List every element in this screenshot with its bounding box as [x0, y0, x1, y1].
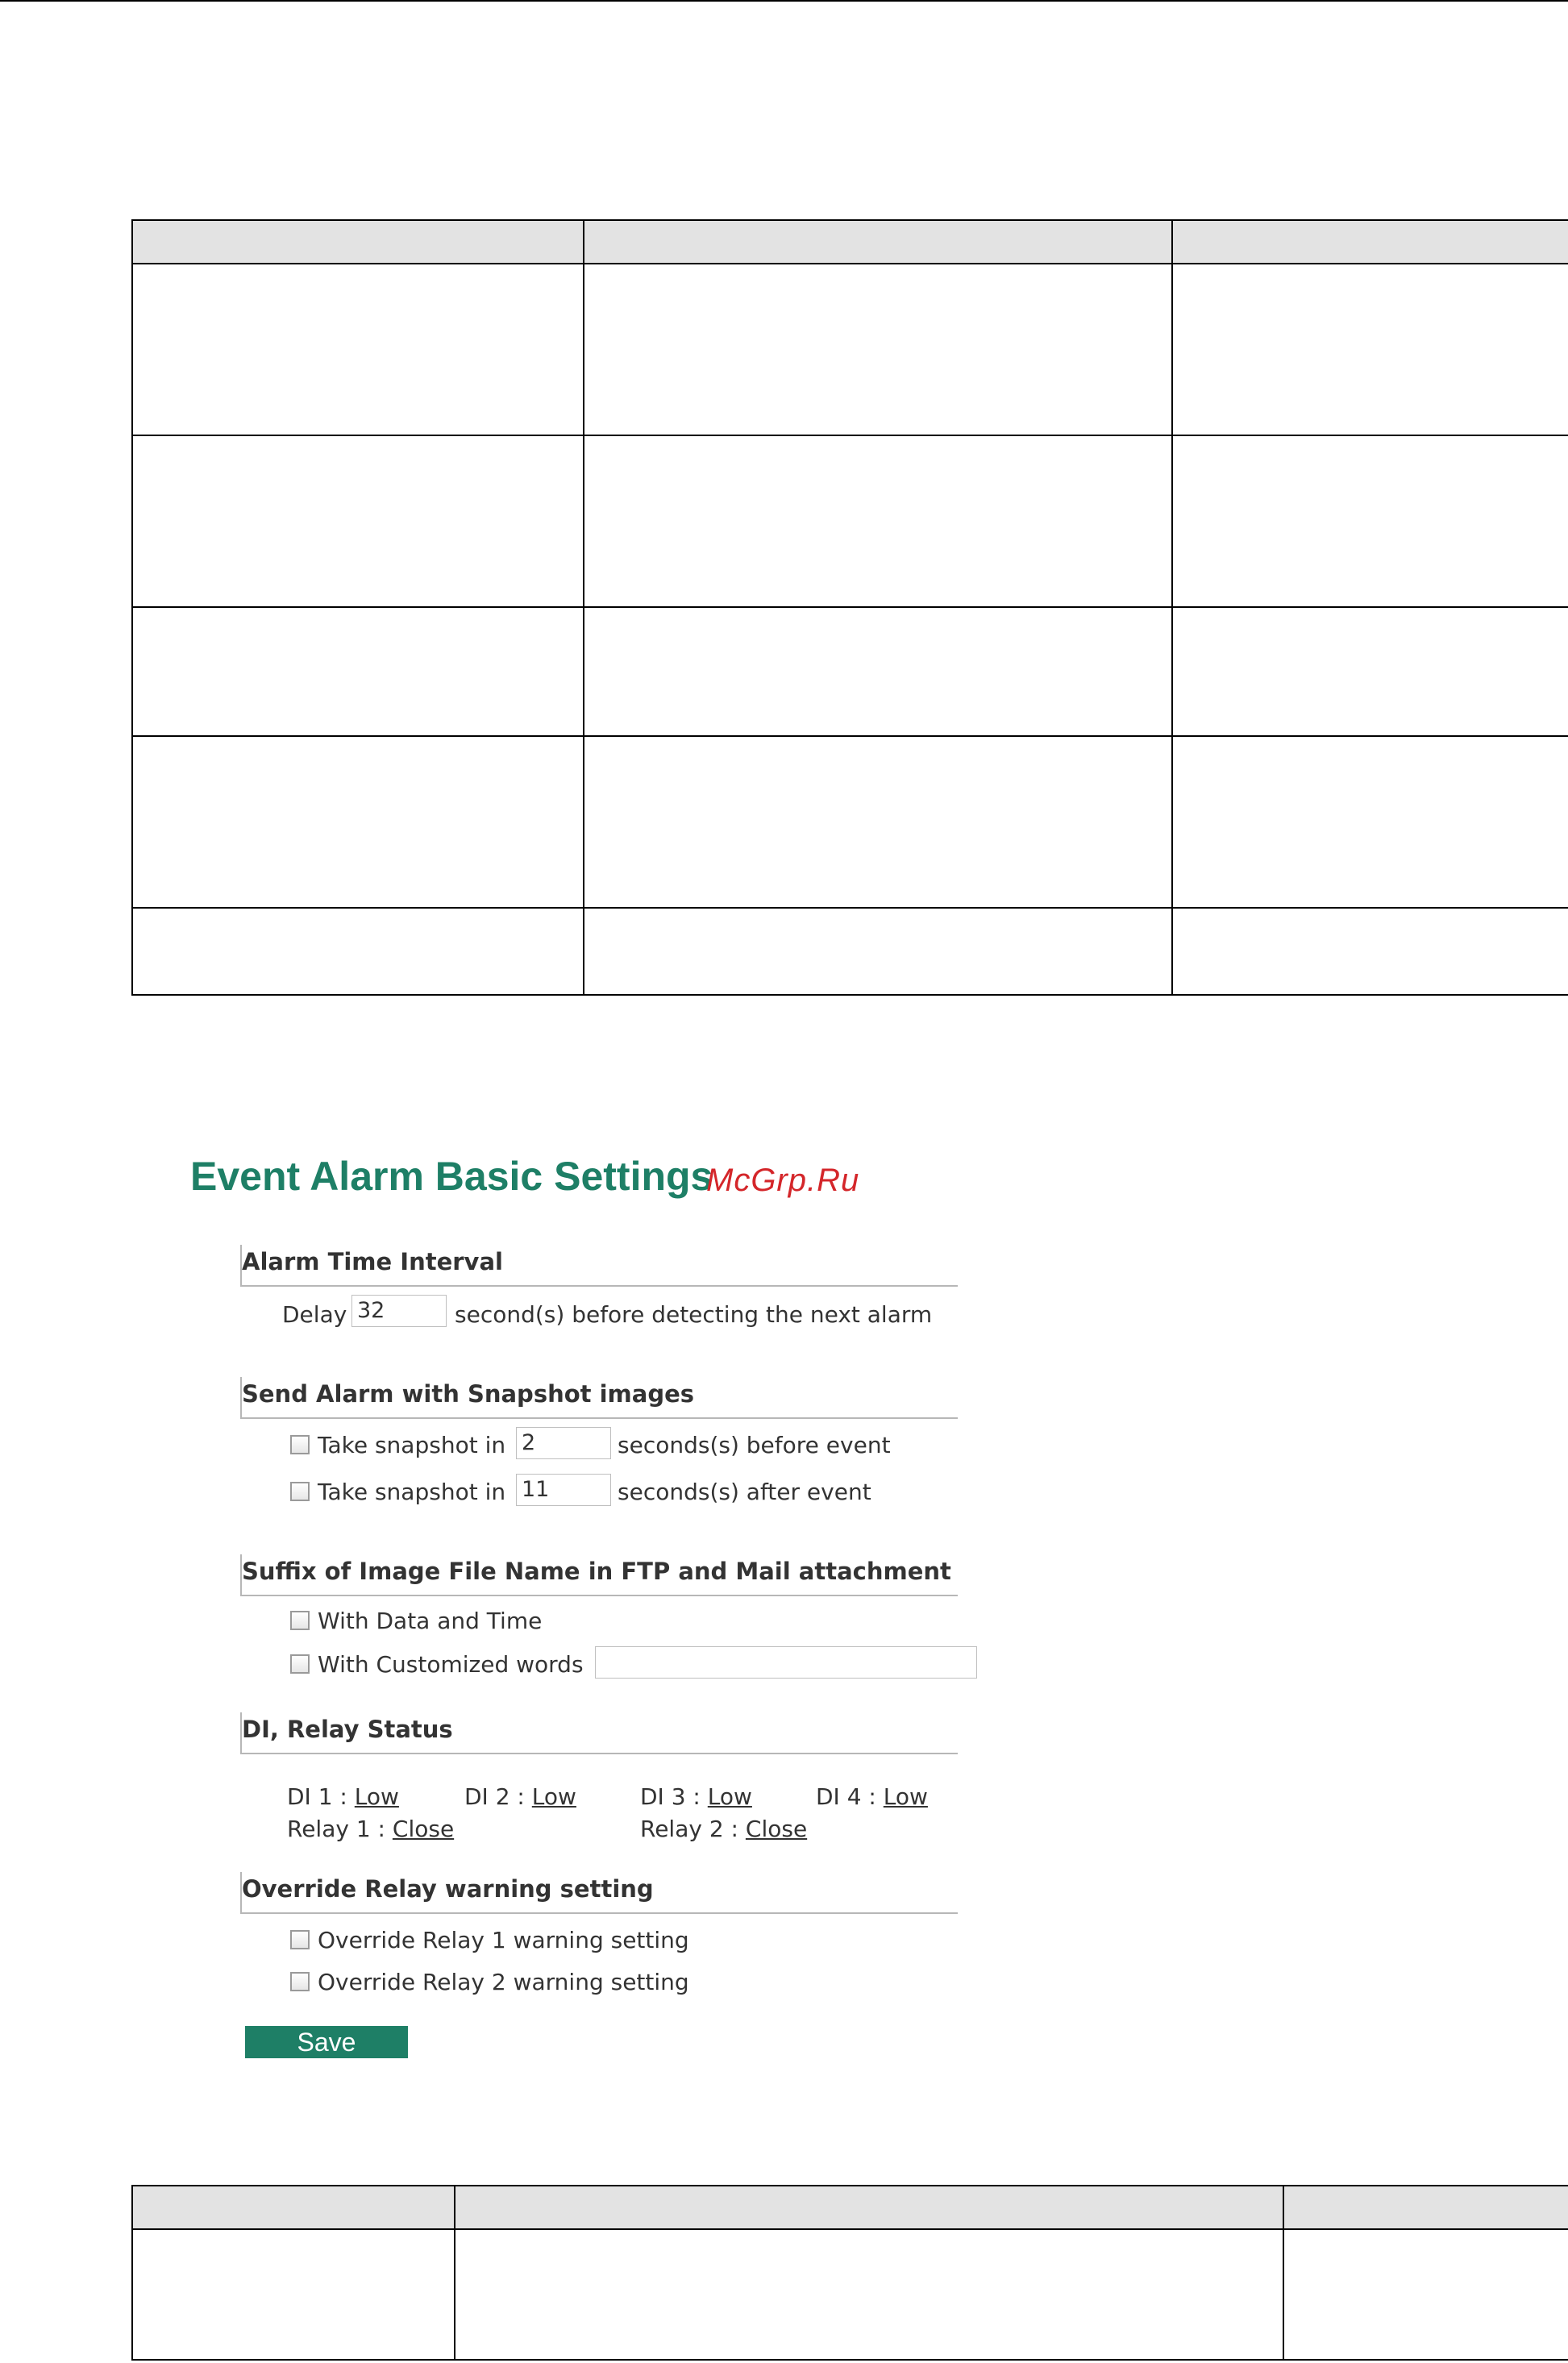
relay-1-value-link[interactable]: Close [392, 1816, 455, 1842]
table-cell [132, 908, 584, 995]
section-title-di-relay: DI, Relay Status [242, 1716, 453, 1743]
lower-table [131, 2185, 1568, 2361]
table-cell [1172, 736, 1568, 908]
table-cell [132, 736, 584, 908]
table-header-cell [584, 220, 1172, 264]
table-cell [1172, 435, 1568, 607]
table-header-cell [455, 2186, 1283, 2229]
date-time-label: With Data and Time [318, 1608, 543, 1634]
di-3-label: DI 3 : [640, 1783, 701, 1810]
custom-words-label: With Customized words [318, 1651, 584, 1678]
table-header-row [132, 220, 1568, 264]
table-cell [584, 435, 1172, 607]
snapshot-before-label: Take snapshot in [318, 1432, 506, 1458]
table-cell [132, 2229, 455, 2360]
custom-words-input[interactable] [595, 1646, 977, 1679]
di-4-status [816, 1783, 928, 1810]
table-header-cell [132, 2186, 455, 2229]
relay-2-label: Relay 2 : [640, 1816, 738, 1842]
table-cell [584, 607, 1172, 736]
table-cell [1172, 607, 1568, 736]
table-cell [584, 736, 1172, 908]
page-top-rule [0, 0, 1568, 2]
custom-words-checkbox[interactable] [290, 1654, 310, 1674]
table-row [132, 908, 1568, 995]
table-row [132, 2229, 1568, 2360]
di-3-value-link[interactable]: Low [707, 1783, 752, 1810]
date-time-checkbox[interactable] [290, 1611, 310, 1630]
table-cell [1172, 264, 1568, 435]
snapshot-after-checkbox[interactable] [290, 1482, 310, 1501]
table-header-cell [1172, 220, 1568, 264]
section-divider [240, 1595, 958, 1596]
snapshot-before-suffix: seconds(s) before event [618, 1432, 891, 1458]
event-alarm-settings-panel [190, 1135, 988, 2070]
relay-1-label: Relay 1 : [287, 1816, 385, 1842]
delay-input[interactable]: 32 [351, 1295, 447, 1327]
di-1-status [287, 1783, 399, 1810]
upper-table [131, 219, 1568, 996]
section-title-override-relay: Override Relay warning setting [242, 1875, 654, 1903]
override-relay-1-label: Override Relay 1 warning setting [318, 1927, 689, 1953]
table-cell [132, 607, 584, 736]
table-cell [1283, 2229, 1568, 2360]
table-header-row [132, 2186, 1568, 2229]
page-title: Event Alarm Basic Settings [190, 1154, 713, 1199]
relay-1-status [287, 1816, 454, 1842]
watermark: McGrp.Ru [706, 1163, 860, 1198]
table-cell [584, 264, 1172, 435]
table-header-cell [132, 220, 584, 264]
override-relay-2-checkbox[interactable] [290, 1972, 310, 1991]
snapshot-before-input[interactable]: 2 [516, 1427, 611, 1459]
table-row [132, 264, 1568, 435]
relay-2-value-link[interactable]: Close [745, 1816, 808, 1842]
delay-suffix-text: second(s) before detecting the next alarm [455, 1301, 933, 1328]
di-1-value-link[interactable]: Low [354, 1783, 399, 1810]
table-row [132, 607, 1568, 736]
table-row [132, 736, 1568, 908]
table-cell [1172, 908, 1568, 995]
override-relay-1-checkbox[interactable] [290, 1930, 310, 1949]
di-2-value-link[interactable]: Low [531, 1783, 576, 1810]
di-1-label: DI 1 : [287, 1783, 347, 1810]
table-cell [455, 2229, 1283, 2360]
di-3-status [640, 1783, 752, 1810]
snapshot-after-label: Take snapshot in [318, 1479, 506, 1505]
di-2-label: DI 2 : [464, 1783, 525, 1810]
table-cell [584, 908, 1172, 995]
section-title-alarm-time-interval: Alarm Time Interval [242, 1248, 503, 1275]
save-button[interactable]: Save [245, 2026, 408, 2058]
override-relay-2-label: Override Relay 2 warning setting [318, 1969, 689, 1995]
di-4-value-link[interactable]: Low [883, 1783, 928, 1810]
section-divider [240, 1417, 958, 1419]
section-divider [240, 1285, 958, 1287]
di-2-status [464, 1783, 576, 1810]
section-divider [240, 1753, 958, 1754]
delay-label: Delay [282, 1301, 347, 1328]
snapshot-before-checkbox[interactable] [290, 1435, 310, 1454]
section-title-suffix: Suffix of Image File Name in FTP and Mail attachment [242, 1558, 951, 1585]
table-row [132, 435, 1568, 607]
section-divider [240, 1912, 958, 1914]
table-header-cell [1283, 2186, 1568, 2229]
table-cell [132, 264, 584, 435]
snapshot-after-input[interactable]: 11 [516, 1474, 611, 1506]
section-title-snapshot: Send Alarm with Snapshot images [242, 1380, 695, 1408]
snapshot-after-suffix: seconds(s) after event [618, 1479, 871, 1505]
table-cell [132, 435, 584, 607]
di-4-label: DI 4 : [816, 1783, 876, 1810]
relay-2-status [640, 1816, 807, 1842]
